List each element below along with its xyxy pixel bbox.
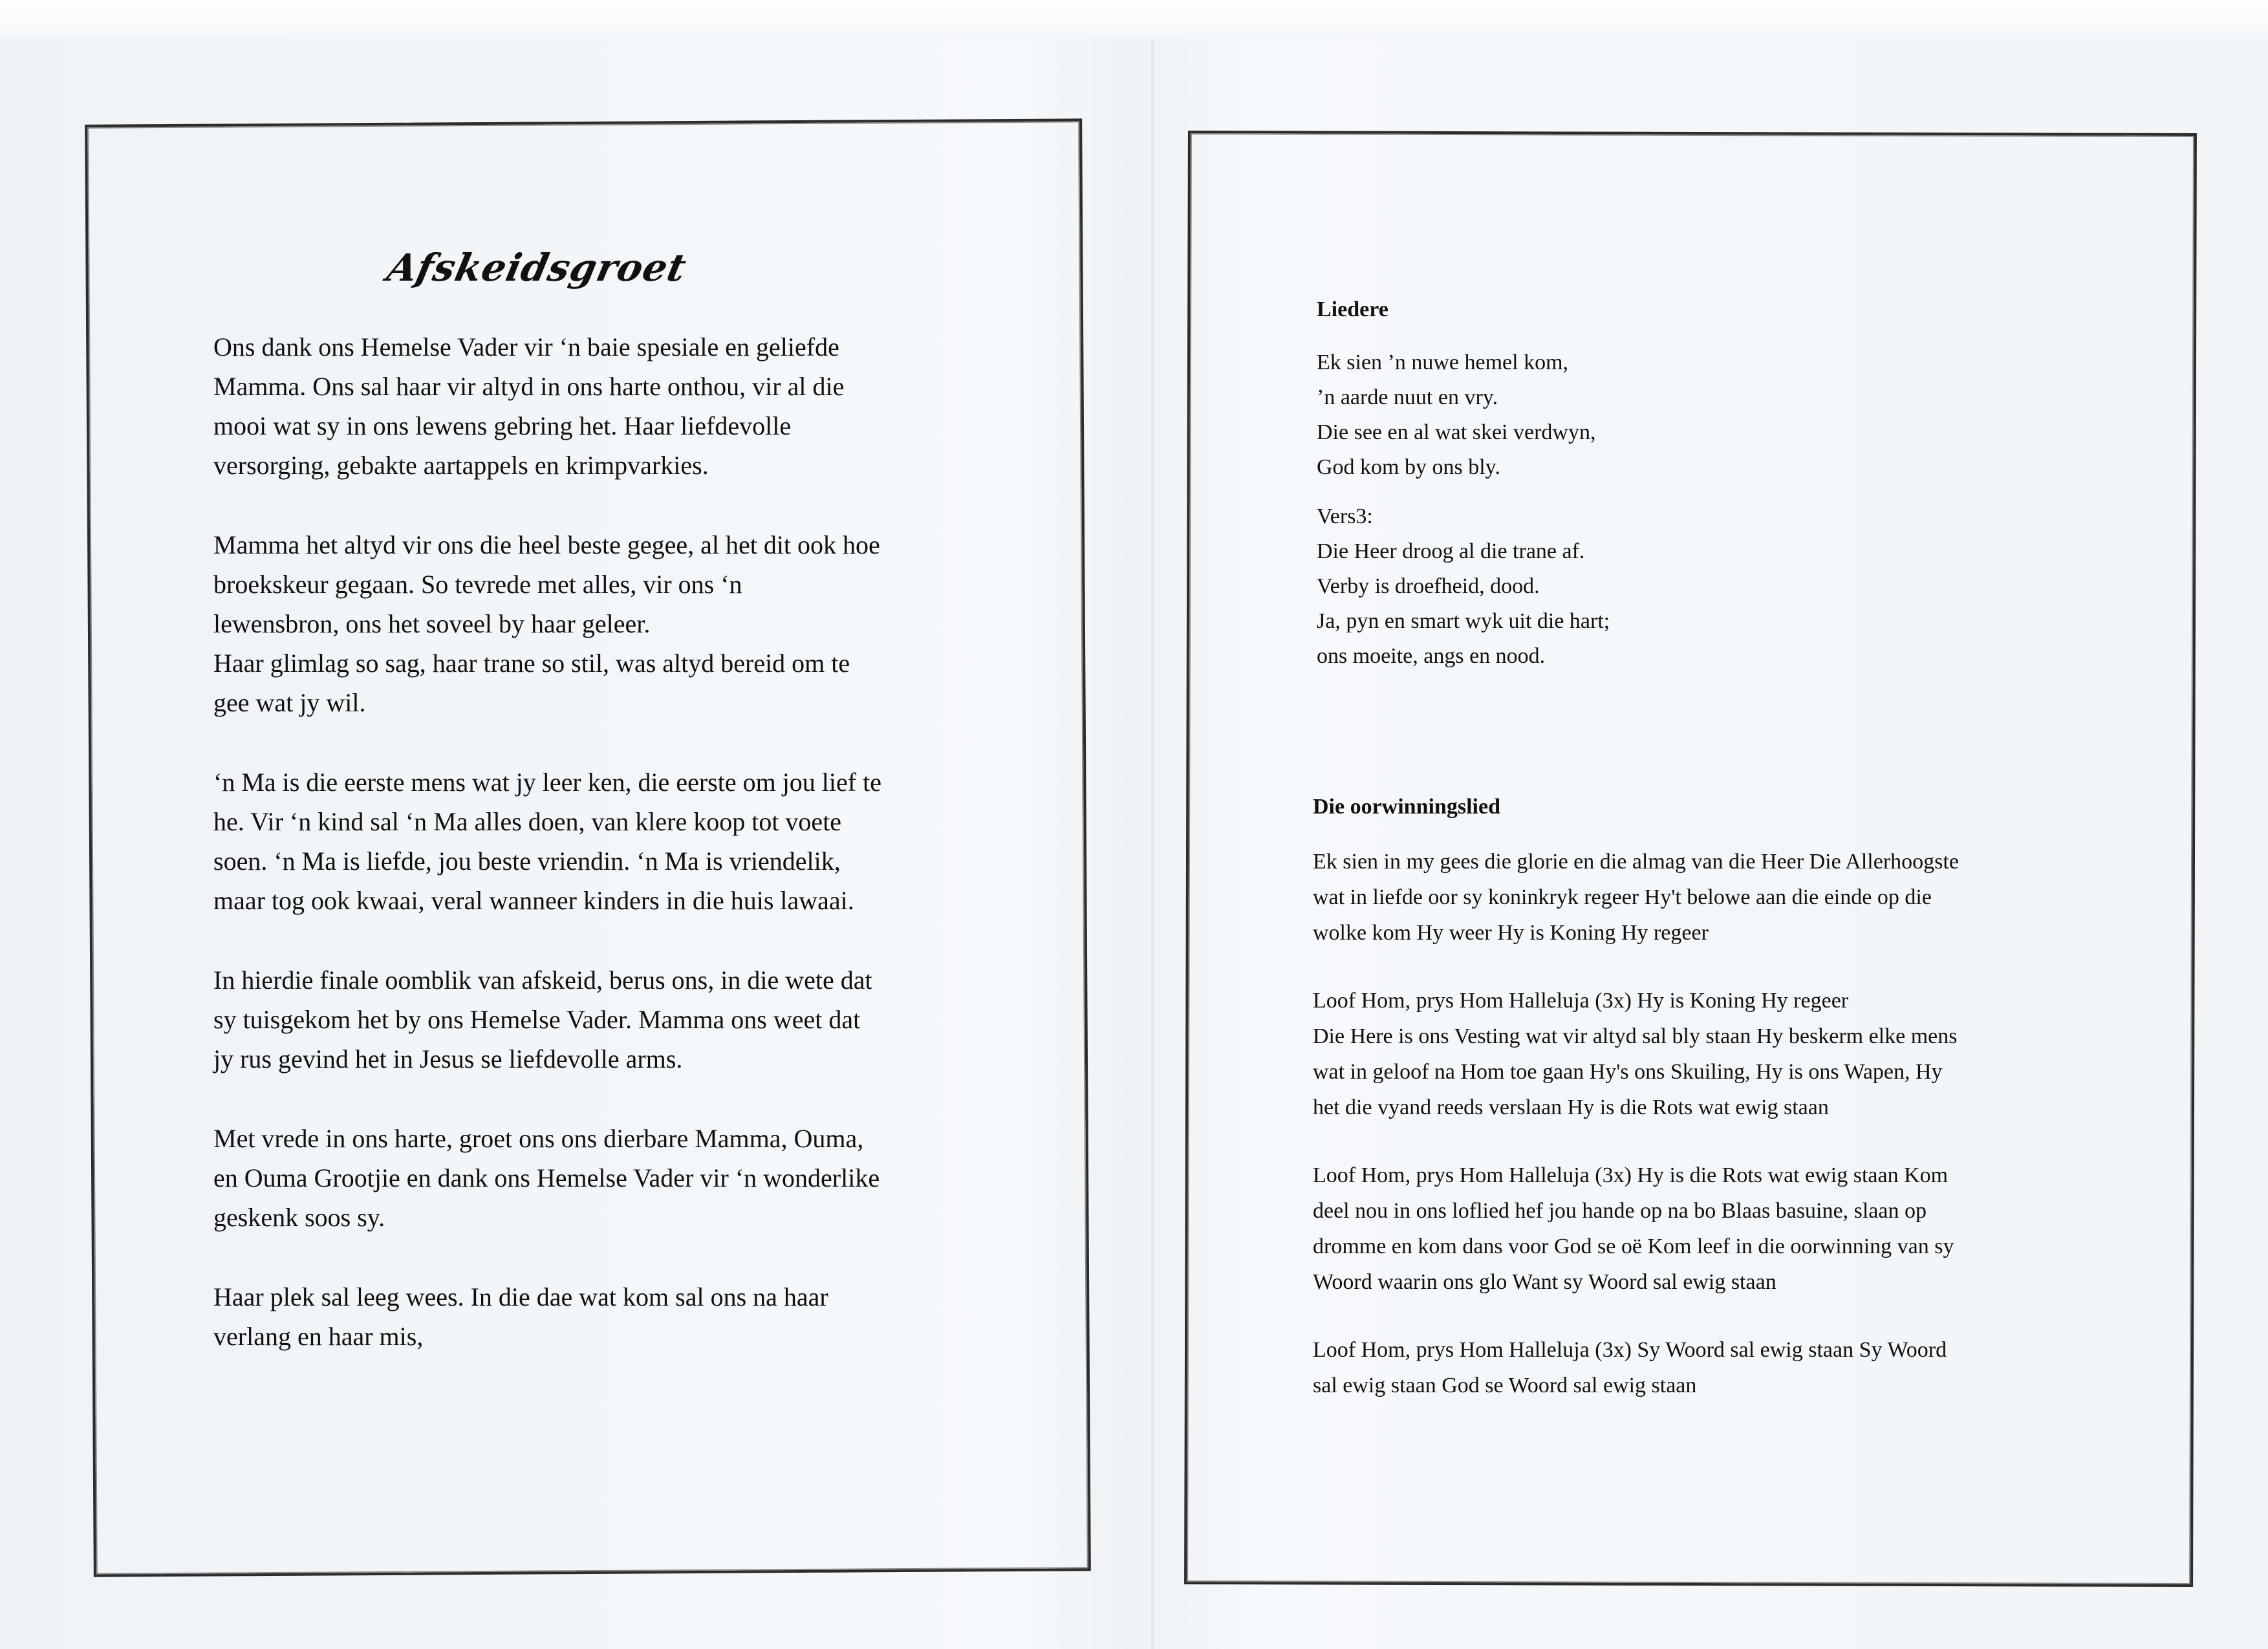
tribute-paragraph: Ons dank ons Hemelse Vader vir ‘n baie spesiale en geliefde Mamma. Ons sal haar vir altyd in ons harte onthou, vir al die mooi wat sy in ons lewens gebring het. Haar liefdevolle versorging, gebakte aartappels en krimpvarkies. — [213, 332, 845, 480]
victory-song-section — [1313, 789, 2082, 1436]
victory-song-paragraph: Loof Hom, prys Hom Halleluja (3x) Hy is die Rots wat ewig staan Kom deel nou in ons loflied hef jou hande op na bo Blaas basuine, slaan op dromme en kom dans voor God se oë Kom leef in die oorwinning van sy Woord waarin ons glo Want sy Woord sal ewig staan — [1313, 1163, 1954, 1294]
victory-song-paragraph: Loof Hom, prys Hom Halleluja (3x) Sy Woord sal ewig staan Sy Woord sal ewig staan God se Woord sal ewig staan — [1313, 1338, 1947, 1397]
victory-song-heading: Die oorwinningslied — [1313, 795, 1500, 819]
song-verse-3: Vers3: Die Heer droog al die trane af. Verby is droefheid, dood. Ja, pyn en smart wyk uit die hart; ons moeite, angs en nood. — [1317, 504, 1610, 668]
paper-top-edge — [0, 0, 2268, 39]
tribute-paragraph: Haar plek sal leeg wees. In die dae wat kom sal ons na haar verlang en haar mis, — [213, 1282, 828, 1351]
tribute-body — [213, 327, 1041, 1396]
tribute-paragraph: In hierdie finale oomblik van afskeid, berus ons, in die wete dat sy tuisgekom het by ons Hemelse Vader. Mamma ons weet dat jy rus gevind het in Jesus se liefdevolle arms. — [213, 965, 872, 1073]
tribute-paragraph: ‘n Ma is die eerste mens wat jy leer ken, die eerste om jou lief te he. Vir ‘n kind sal ‘n Ma alles doen, van klere koop tot voete soen. ‘n Ma is liefde, jou beste vriendin. ‘n Ma is vriendelik, maar tog ook kwaai, veral wanneer kinders in die huis lawaai. — [213, 768, 881, 915]
victory-song-paragraph: Ek sien in my gees die glorie en die almag van die Heer Die Allerhoogste wat in liefde oor sy koninkryk regeer Hy't belowe aan die einde op die wolke kom Hy weer Hy is Koning Hy regeer — [1313, 850, 1959, 945]
tribute-title: Afskeidsgroet — [383, 246, 691, 290]
song-verse-1: Ek sien ’n nuwe hemel kom, ’n aarde nuut en vry. Die see en al wat skei verdwyn, God kom by ons bly. — [1317, 350, 1596, 479]
songs-section — [1317, 292, 2093, 688]
victory-song-paragraph: Loof Hom, prys Hom Halleluja (3x) Hy is Koning Hy regeer Die Here is ons Vesting wat vir altyd sal bly staan Hy beskerm elke mens wat in geloof na Hom toe gaan Hy's ons Skuiling, Hy is ons Wapen, Hy het die vyand reeds verslaan Hy is die Rots wat ewig staan — [1313, 989, 1958, 1119]
tribute-paragraph: Met vrede in ons harte, groet ons ons dierbare Mamma, Ouma, en Ouma Grootjie en dank ons Hemelse Vader vir ‘n wonderlike geskenk soos sy. — [213, 1124, 880, 1232]
tribute-paragraph: Mamma het altyd vir ons die heel beste gegee, al het dit ook hoe broekskeur gegaan. So tevrede met alles, vir ons ‘n lewensbron, ons het soveel by haar geleer. Haar glimlag so sag, haar trane so stil, was altyd bereid om te gee wat jy wil. — [213, 530, 880, 717]
center-fold — [1151, 39, 1154, 1649]
songs-heading: Liedere — [1317, 297, 1388, 321]
